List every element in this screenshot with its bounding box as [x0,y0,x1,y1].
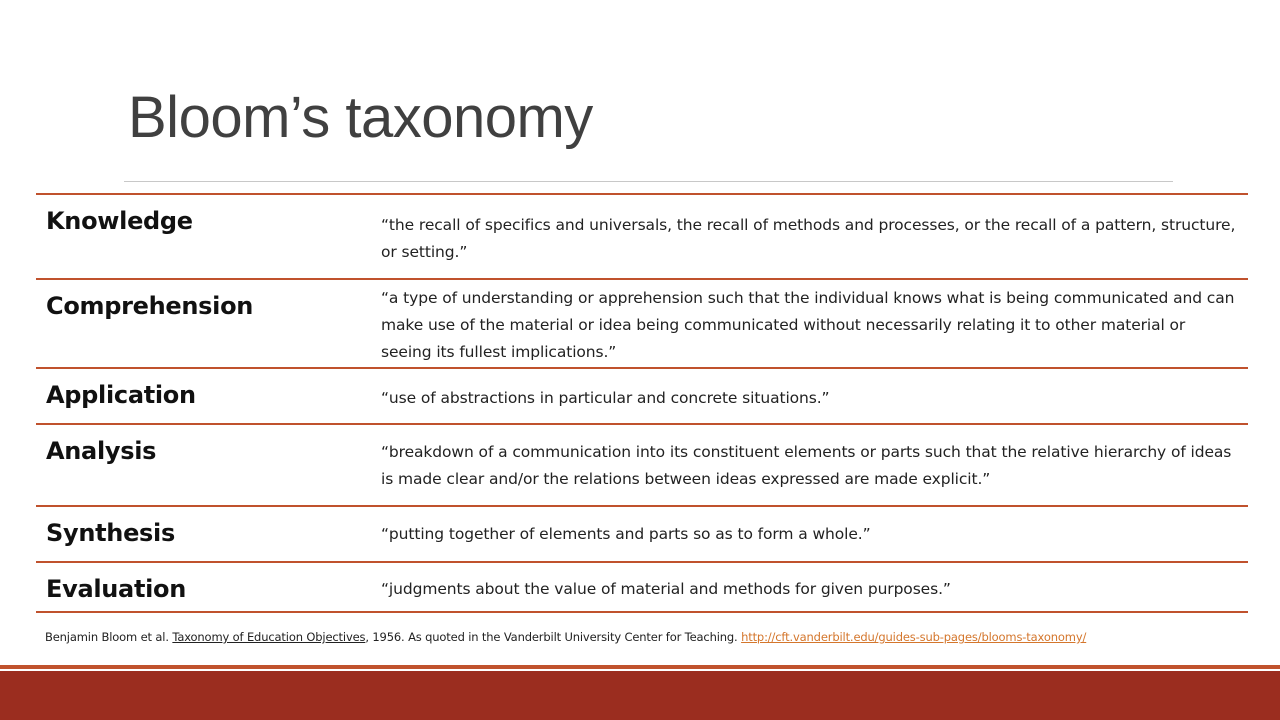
citation-book-title: Taxonomy of Education Objectives [172,630,366,644]
term-analysis: Analysis [46,437,157,465]
title-divider [124,181,1173,182]
citation-prefix: Benjamin Bloom et al. [45,630,173,644]
table-row [36,278,1248,367]
definition-knowledge: “the recall of specifics and universals, the recall of methods and processes, or the recall of a pattern, structure, or setting.” [381,216,1236,261]
footer-accent-line [0,665,1280,669]
citation-middle: , 1956. As quoted in the Vanderbilt University Center for Teaching. [365,630,742,644]
citation-link[interactable]: http://cft.vanderbilt.edu/guides-sub-pages/blooms-taxonomy/ [741,630,1087,644]
table-row [36,561,1248,613]
table-row [36,423,1248,505]
term-synthesis: Synthesis [46,519,175,547]
term-evaluation: Evaluation [46,575,187,603]
definition-application: “use of abstractions in particular and concrete situations.” [381,389,830,407]
definition-evaluation: “judgments about the value of material and methods for given purposes.” [381,580,951,598]
citation [45,630,1265,644]
term-knowledge: Knowledge [46,207,193,235]
table-row [36,193,1248,278]
table-row [36,367,1248,423]
footer-bar [0,671,1280,720]
definition-synthesis: “putting together of elements and parts so as to form a whole.” [381,525,871,543]
taxonomy-table [36,193,1248,613]
definition-analysis: “breakdown of a communication into its constituent elements or parts such that the relative hierarchy of ideas is made clear and/or the relations between ideas expressed are made explicit.” [381,443,1232,488]
definition-comprehension: “a type of understanding or apprehension such that the individual knows what is being communicated and can make use of the material or idea being communicated without necessarily relating it to other material or seeing its fullest implications.” [381,289,1235,361]
slide-title: Bloom’s taxonomy [128,85,593,150]
table-row [36,505,1248,561]
term-application: Application [46,381,196,409]
term-comprehension: Comprehension [46,292,254,320]
